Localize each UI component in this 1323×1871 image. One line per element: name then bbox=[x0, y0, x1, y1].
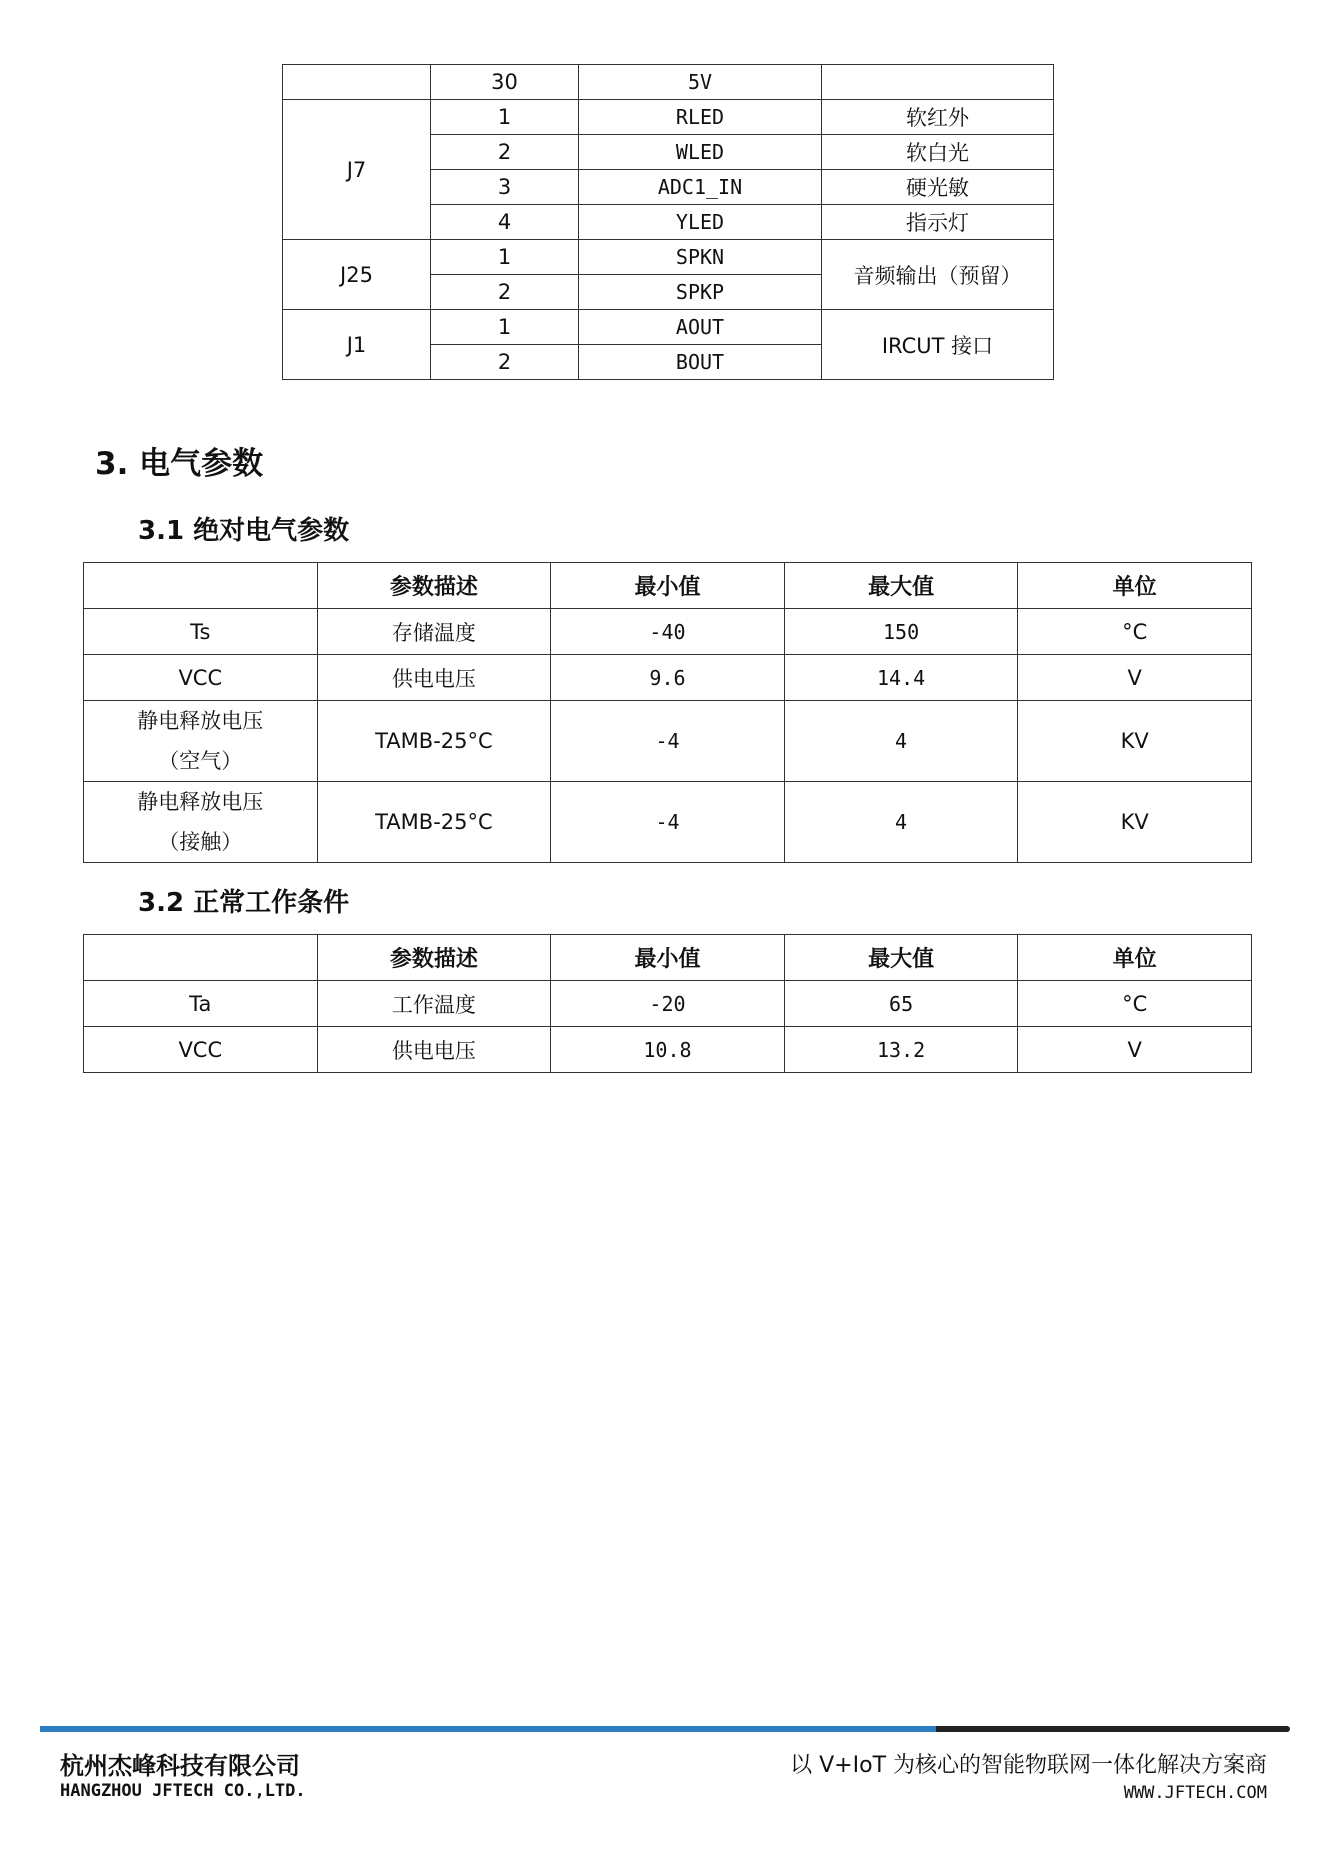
table-cell bbox=[84, 701, 318, 782]
header-cell: 最大值 bbox=[784, 935, 1018, 981]
table-row bbox=[84, 782, 1252, 863]
table-cell: 2 bbox=[431, 135, 579, 170]
header-cell bbox=[84, 563, 318, 609]
table-cell: WLED bbox=[579, 135, 822, 170]
table-cell: 软红外 bbox=[822, 100, 1054, 135]
header-cell: 单位 bbox=[1018, 563, 1252, 609]
table-cell: IRCUT 接口 bbox=[822, 310, 1054, 380]
table-cell: 4 bbox=[784, 701, 1018, 782]
pin-definition-table bbox=[282, 64, 1054, 380]
footer-website: WWW.JFTECH.COM bbox=[1123, 1783, 1267, 1803]
connector-label: J25 bbox=[283, 240, 431, 310]
header-cell: 参数描述 bbox=[317, 563, 551, 609]
table-cell: 10.8 bbox=[551, 1027, 785, 1073]
table-cell: 1 bbox=[431, 100, 579, 135]
footer-slogan: 以 V+IoT 为核心的智能物联网一体化解决方案商 bbox=[790, 1753, 1267, 1778]
table-cell: BOUT bbox=[579, 345, 822, 380]
table-cell: 30 bbox=[431, 65, 579, 100]
table-cell: 4 bbox=[431, 205, 579, 240]
table-cell: Ta bbox=[84, 981, 318, 1027]
table-cell: 供电电压 bbox=[317, 1027, 551, 1073]
param-name: 静电释放电压 bbox=[137, 709, 264, 733]
table-row bbox=[84, 609, 1252, 655]
header-cell: 最小值 bbox=[551, 935, 785, 981]
table-cell: 9.6 bbox=[551, 655, 785, 701]
footer-dark-bar bbox=[936, 1726, 1290, 1732]
table-cell: 65 bbox=[784, 981, 1018, 1027]
section-title: 3. 电气参数 bbox=[95, 446, 264, 482]
table-cell: VCC bbox=[84, 655, 318, 701]
table-row bbox=[84, 701, 1252, 782]
table-header-row bbox=[84, 563, 1252, 609]
table-cell: KV bbox=[1018, 701, 1252, 782]
table-cell: TAMB-25°C bbox=[317, 782, 551, 863]
table-cell: -4 bbox=[551, 701, 785, 782]
subsection-title: 3.1 绝对电气参数 bbox=[138, 516, 350, 546]
table-row bbox=[283, 310, 1054, 345]
table-cell: 1 bbox=[431, 240, 579, 275]
table-cell: -4 bbox=[551, 782, 785, 863]
table-cell: °C bbox=[1018, 981, 1252, 1027]
table-cell: 2 bbox=[431, 275, 579, 310]
table-cell bbox=[283, 65, 431, 100]
table-cell: V bbox=[1018, 1027, 1252, 1073]
header-cell bbox=[84, 935, 318, 981]
table-cell: VCC bbox=[84, 1027, 318, 1073]
footer-accent-bar bbox=[40, 1726, 936, 1732]
absolute-ratings-table bbox=[83, 562, 1252, 863]
table-cell: 指示灯 bbox=[822, 205, 1054, 240]
table-cell: 3 bbox=[431, 170, 579, 205]
param-name: 静电释放电压 bbox=[137, 790, 264, 814]
connector-label: J7 bbox=[283, 100, 431, 240]
param-name-note: （接触） bbox=[158, 830, 243, 854]
table-cell: -40 bbox=[551, 609, 785, 655]
table-cell: 5V bbox=[579, 65, 822, 100]
table-cell bbox=[84, 782, 318, 863]
table-cell: 供电电压 bbox=[317, 655, 551, 701]
table-cell: V bbox=[1018, 655, 1252, 701]
table-cell: 13.2 bbox=[784, 1027, 1018, 1073]
footer-company-name: 杭州杰峰科技有限公司 bbox=[60, 1752, 300, 1780]
table-cell: AOUT bbox=[579, 310, 822, 345]
subsection-title: 3.2 正常工作条件 bbox=[138, 888, 350, 918]
table-row bbox=[84, 981, 1252, 1027]
table-row bbox=[283, 65, 1054, 100]
table-cell: YLED bbox=[579, 205, 822, 240]
table-row bbox=[283, 100, 1054, 135]
table-cell: Ts bbox=[84, 609, 318, 655]
table-cell: 工作温度 bbox=[317, 981, 551, 1027]
operating-conditions-table bbox=[83, 934, 1252, 1073]
table-cell: 存储温度 bbox=[317, 609, 551, 655]
table-cell: 2 bbox=[431, 345, 579, 380]
table-cell: 150 bbox=[784, 609, 1018, 655]
table-cell: RLED bbox=[579, 100, 822, 135]
table-cell: 14.4 bbox=[784, 655, 1018, 701]
table-row bbox=[84, 1027, 1252, 1073]
table-row bbox=[283, 240, 1054, 275]
header-cell: 最大值 bbox=[784, 563, 1018, 609]
table-cell: 软白光 bbox=[822, 135, 1054, 170]
footer-company-name-en: HANGZHOU JFTECH CO.,LTD. bbox=[60, 1781, 306, 1801]
table-cell: KV bbox=[1018, 782, 1252, 863]
table-cell: SPKP bbox=[579, 275, 822, 310]
table-cell: 硬光敏 bbox=[822, 170, 1054, 205]
table-cell: ADC1_IN bbox=[579, 170, 822, 205]
table-cell: SPKN bbox=[579, 240, 822, 275]
header-cell: 最小值 bbox=[551, 563, 785, 609]
table-cell bbox=[822, 65, 1054, 100]
param-name-note: （空气） bbox=[158, 749, 243, 773]
header-cell: 参数描述 bbox=[317, 935, 551, 981]
table-cell: 1 bbox=[431, 310, 579, 345]
header-cell: 单位 bbox=[1018, 935, 1252, 981]
table-cell: -20 bbox=[551, 981, 785, 1027]
table-row bbox=[84, 655, 1252, 701]
table-cell: 4 bbox=[784, 782, 1018, 863]
table-header-row bbox=[84, 935, 1252, 981]
table-cell: °C bbox=[1018, 609, 1252, 655]
table-cell: 音频输出（预留） bbox=[822, 240, 1054, 310]
connector-label: J1 bbox=[283, 310, 431, 380]
table-cell: TAMB-25°C bbox=[317, 701, 551, 782]
